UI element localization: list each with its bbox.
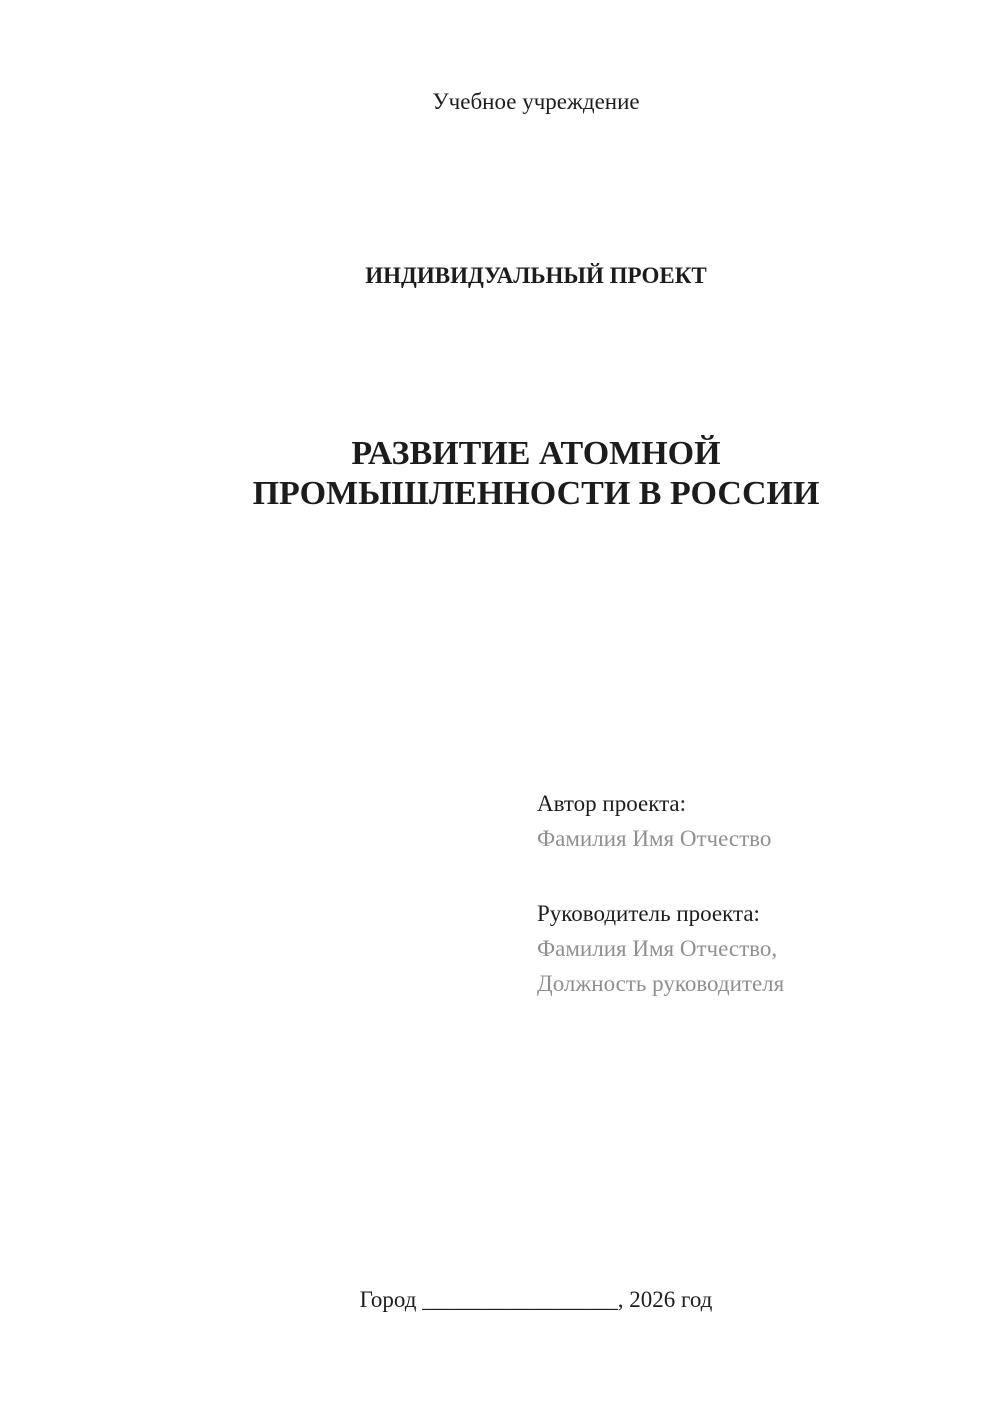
supervisor-position-placeholder: Должность руководителя (537, 971, 785, 996)
city-year-line (143, 1284, 929, 1316)
author-label: Автор проекта: (537, 791, 686, 816)
supervisor-section (537, 896, 784, 1001)
document-type-heading: ИНДИВИДУАЛЬНЫЙ ПРОЕКТ (365, 263, 707, 288)
city-blank-line: _________________ (422, 1287, 618, 1312)
supervisor-name-placeholder: Фамилия Имя Отчество, (537, 936, 778, 961)
city-label: Город (359, 1287, 417, 1312)
institution-line: Учебное учреждение (432, 89, 640, 114)
project-title-line-1: РАЗВИТИЕ АТОМНОЙ (351, 435, 721, 472)
project-title-line-2: ПРОМЫШЛЕННОСТИ В РОССИИ (252, 475, 820, 512)
supervisor-label: Руководитель проекта: (537, 901, 760, 926)
project-title (143, 434, 929, 514)
credits-block (537, 786, 784, 1001)
year-text: , 2026 год (617, 1287, 713, 1312)
author-section (537, 786, 784, 856)
author-name-placeholder: Фамилия Имя Отчество (537, 826, 772, 851)
